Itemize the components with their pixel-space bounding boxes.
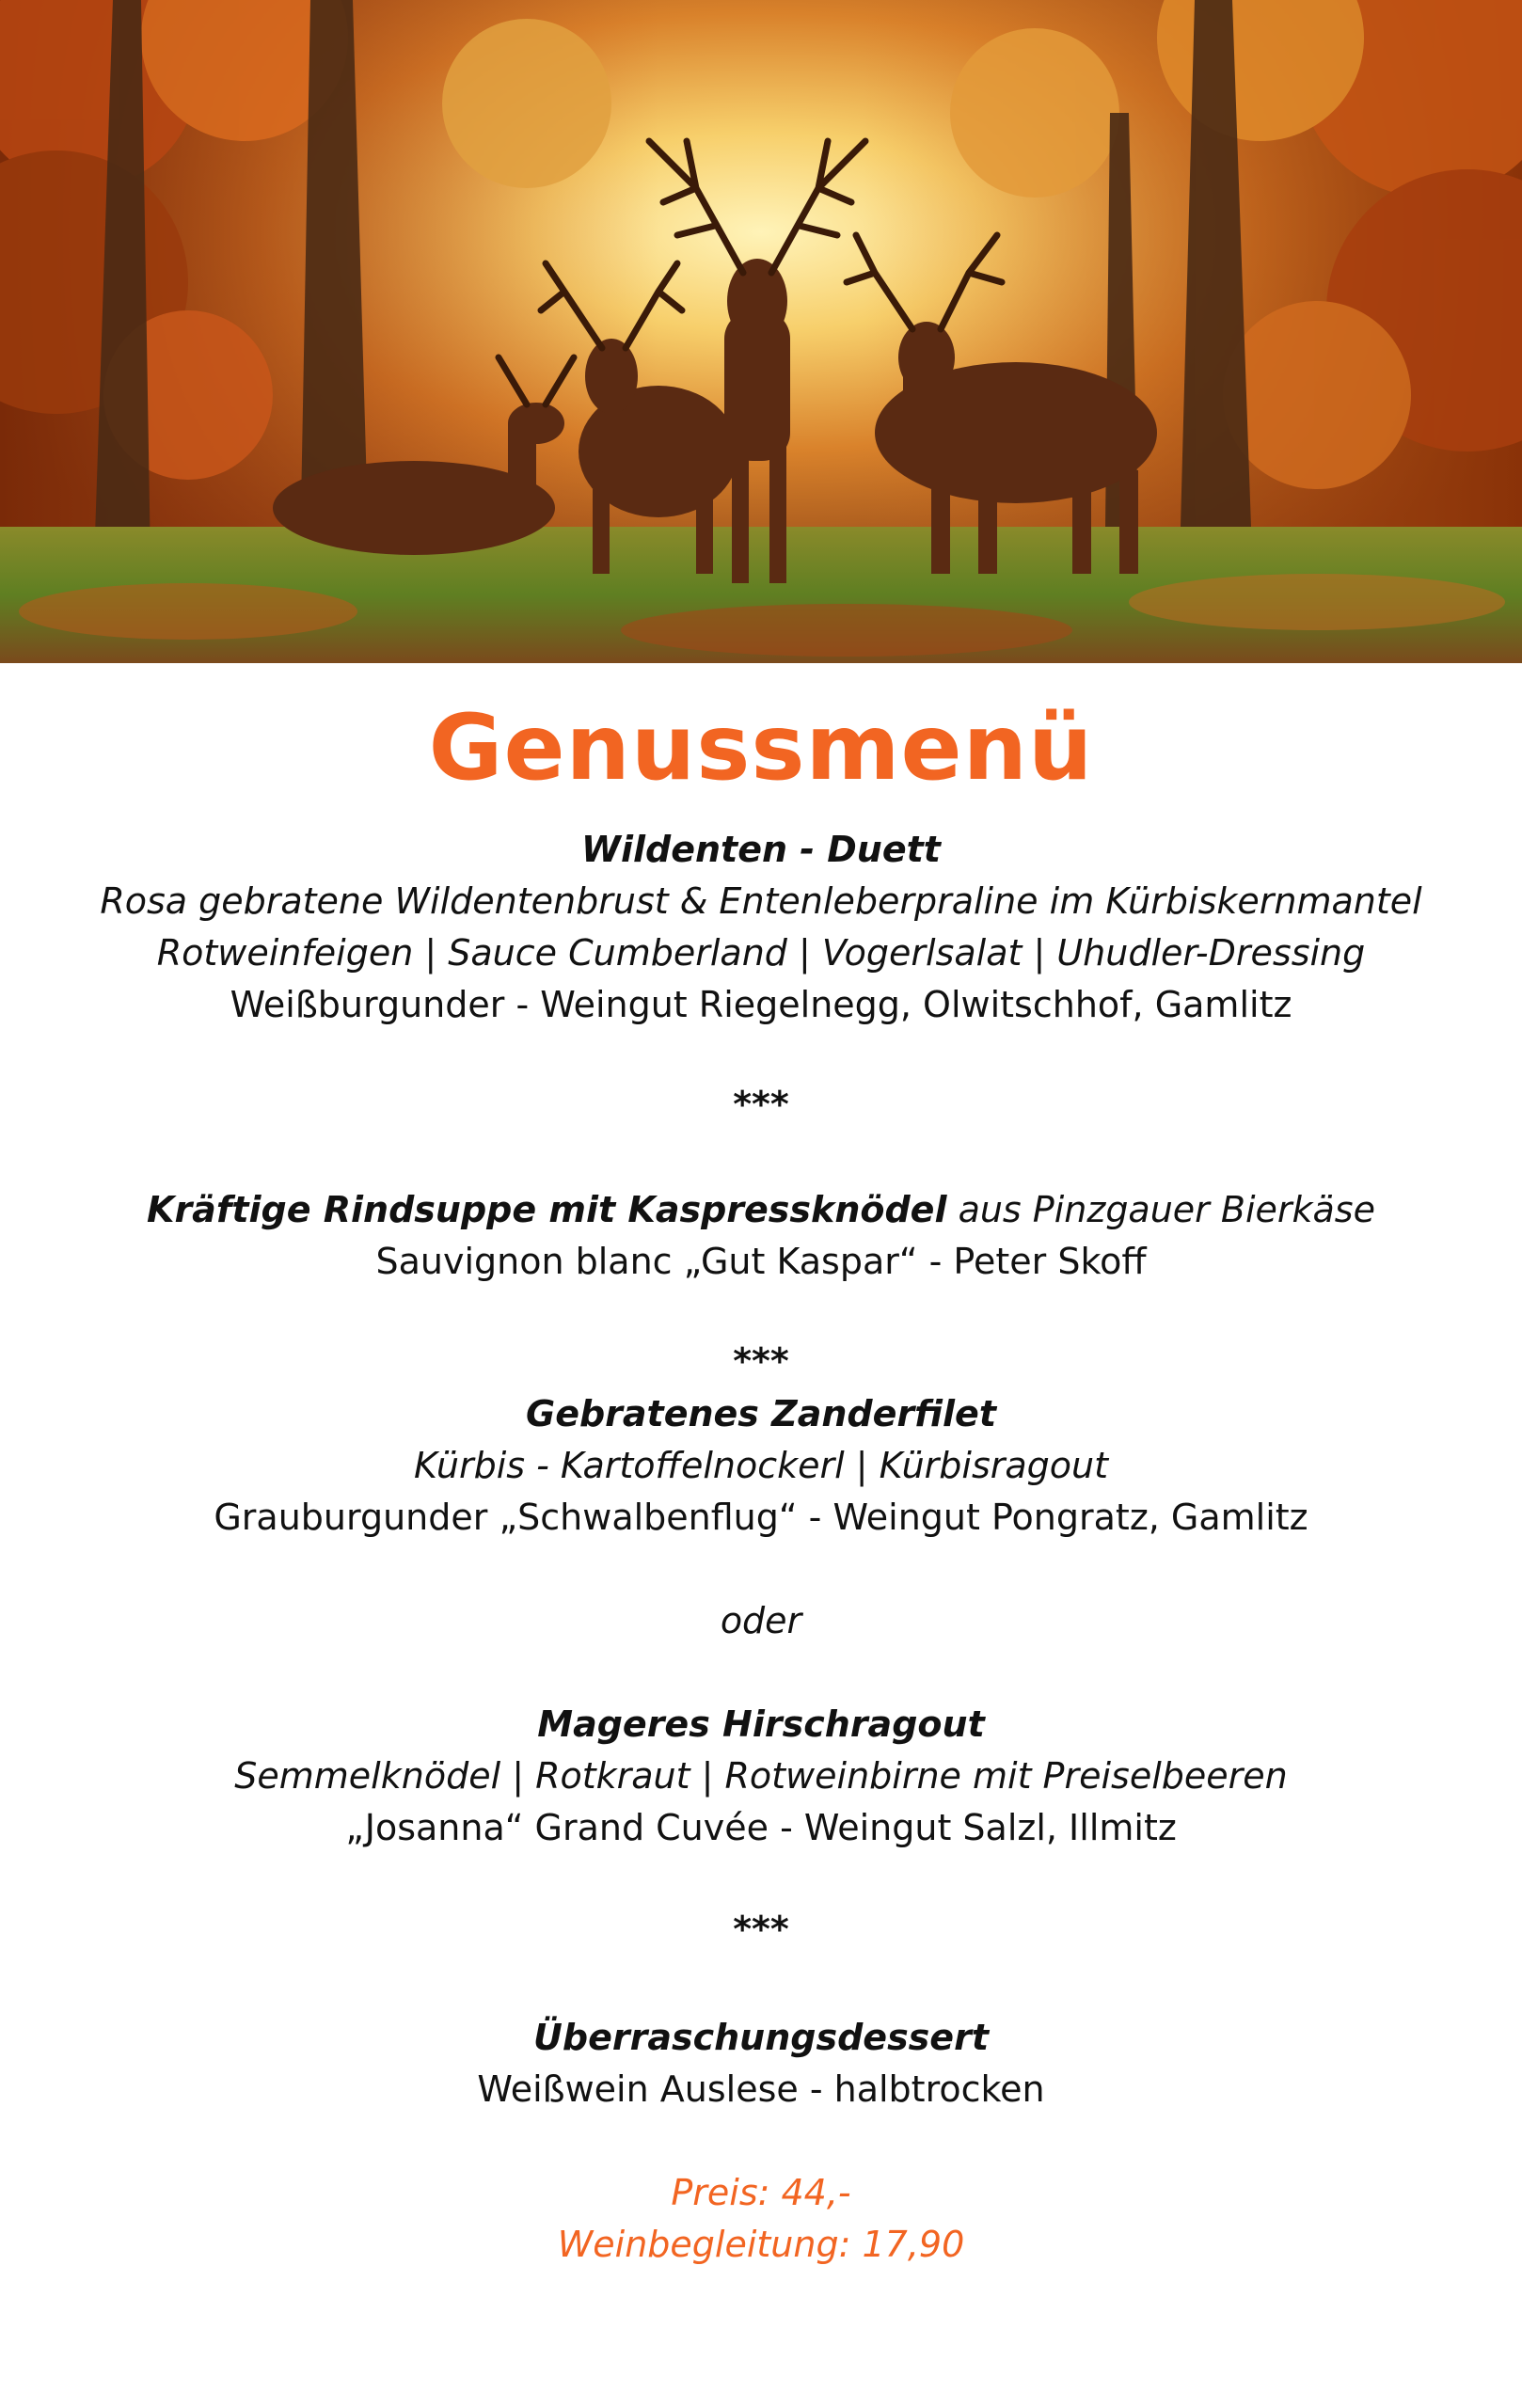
- menu-title: Genussmenü: [428, 695, 1094, 800]
- price: Preis: 44,-: [671, 2172, 851, 2213]
- course-2-name: Kräftige Rindsuppe mit Kaspressknödel: [147, 1189, 947, 1230]
- course-5-name: Überraschungsdessert: [533, 2017, 989, 2058]
- course-3-desc-1: Kürbis - Kartoffelnockerl | Kürbisragout: [413, 1445, 1109, 1486]
- separator-3: ***: [733, 1909, 789, 1950]
- course-3-name: Gebratenes Zanderfilet: [526, 1393, 996, 1434]
- course-5-wine: Weißwein Auslese - halbtrocken: [477, 2068, 1045, 2110]
- or-label: oder: [720, 1600, 802, 1641]
- course-4-desc-1: Semmelknödel | Rotkraut | Rotweinbirne mit Preiselbeeren: [234, 1755, 1288, 1797]
- course-2-wine: Sauvignon blanc „Gut Kaspar“ - Peter Skoff: [375, 1241, 1147, 1282]
- hero-image: [0, 0, 1522, 663]
- course-1-desc-2: Rotweinfeigen | Sauce Cumberland | Vogerlsalat | Uhudler-Dressing: [156, 932, 1366, 974]
- course-2-title-line: [0, 1189, 1522, 1232]
- course-1-desc-1: Rosa gebratene Wildentenbrust & Entenleberpraline im Kürbiskernmantel: [100, 880, 1422, 922]
- course-4-wine: „Josanna“ Grand Cuvée - Weingut Salzl, Illmitz: [345, 1807, 1177, 1848]
- separator-1: ***: [733, 1084, 789, 1125]
- separator-2: ***: [733, 1340, 789, 1382]
- course-1-name: Wildenten - Duett: [581, 829, 941, 870]
- wine-pairing-price: Weinbegleitung: 17,90: [557, 2224, 965, 2265]
- course-4-name: Mageres Hirschragout: [537, 1703, 985, 1745]
- course-3-wine: Grauburgunder „Schwalbenflug“ - Weingut Pongratz, Gamlitz: [214, 1497, 1308, 1538]
- course-1-wine: Weißburgunder - Weingut Riegelnegg, Olwitschhof, Gamlitz: [230, 984, 1292, 1025]
- course-2-name-suffix: aus Pinzgauer Bierkäse: [946, 1189, 1375, 1230]
